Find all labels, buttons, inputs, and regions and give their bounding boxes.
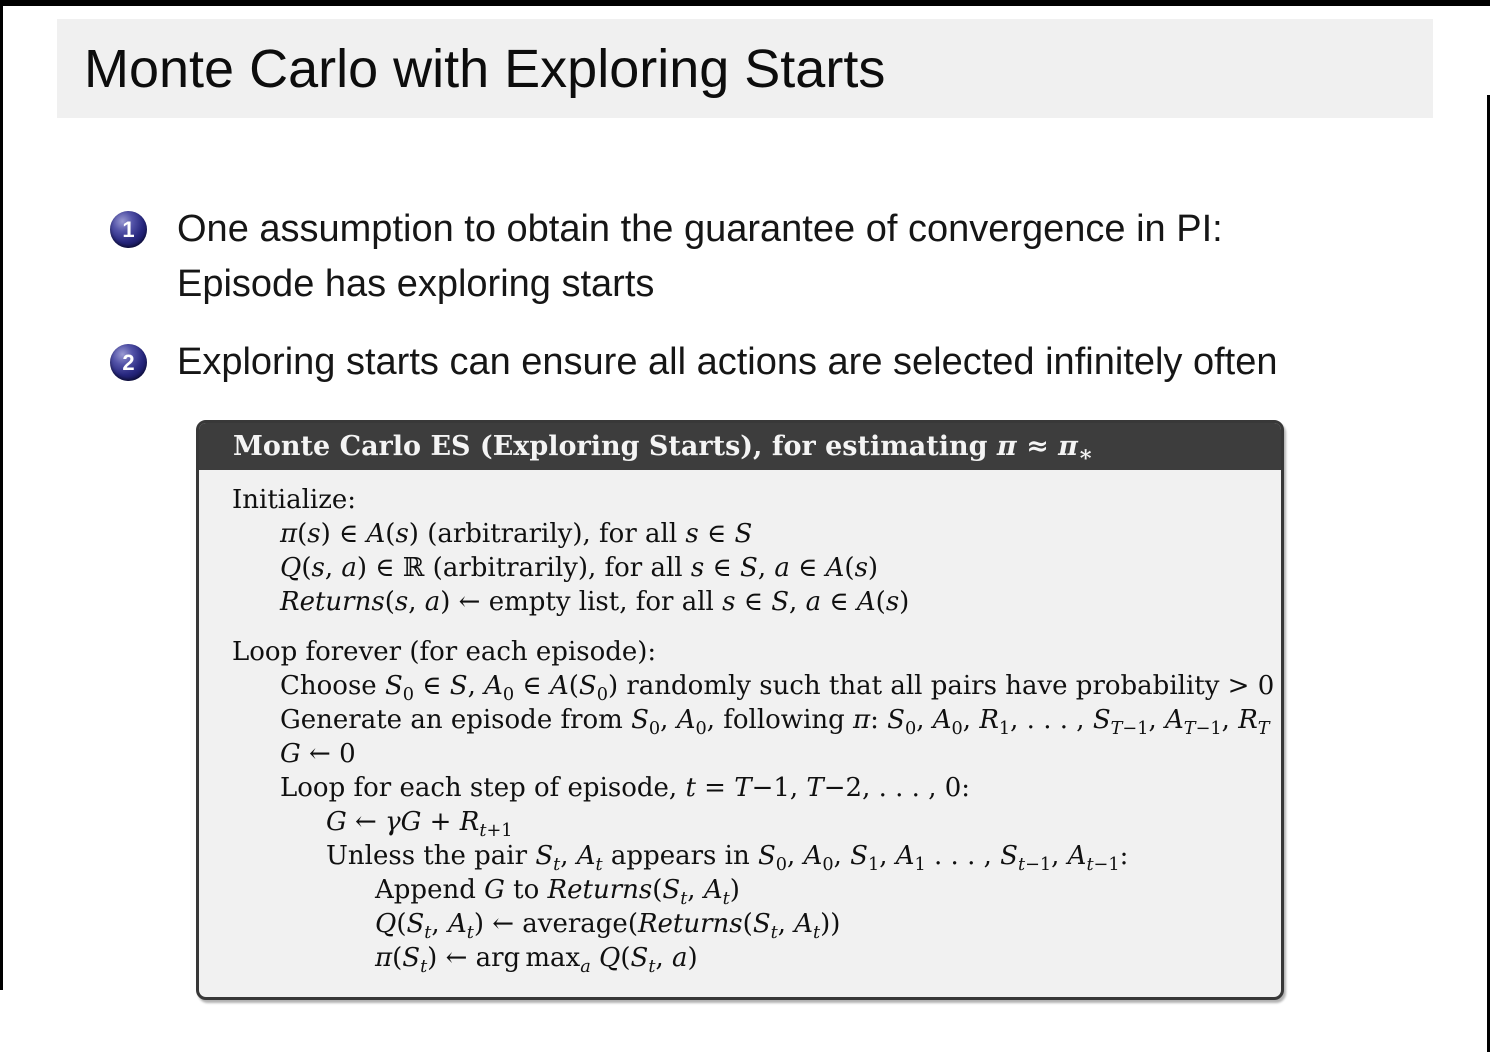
bullet-number-ball: 2 <box>110 344 147 381</box>
bullet-list <box>110 202 1410 413</box>
slide-border-top <box>0 0 1490 6</box>
algorithm-line: Append G to $Returns(S_t$, $A_t$) <box>375 875 740 910</box>
algorithm-line: Choose $S_0$ ∈ S, $A_0$ ∈ $A(S_0)$ randomly such that all pairs have probability > 0 <box>280 671 1275 706</box>
bullet-text: One assumption to obtain the guarantee of convergence in PI: Episode has exploring starts <box>177 208 1223 305</box>
algorithm-title: Monte Carlo ES (Exploring Starts), for estimating $\pi \approx \pi_∗$ <box>199 423 1281 470</box>
algorithm-line: Initialize: <box>232 485 357 515</box>
algorithm-line: $Q(S_t$, $A_t$) ← $average(Returns(S_t$, $A_t$)) <box>375 909 841 944</box>
algorithm-line: Loop for each step of episode, t = T−1, T−2, . . . , 0: <box>280 773 971 803</box>
algorithm-body <box>199 470 1281 978</box>
algorithm-line: Returns(s, a) ← empty list, for all s ∈ S, a ∈ A(s) <box>280 587 910 617</box>
algorithm-line: G ← $\gamma G + R_{t+1}$ <box>326 807 513 842</box>
title-banner <box>57 19 1433 118</box>
algorithm-line: π(s) ∈ A(s) (arbitrarily), for all s ∈ S <box>280 519 753 549</box>
bullet-item <box>110 335 1410 390</box>
algorithm-line: Loop forever (for each episode): <box>232 637 657 667</box>
slide-border-left <box>0 0 3 990</box>
bullet-item <box>110 202 1410 312</box>
algorithm-line: Q(s, a) ∈ ℝ (arbitrarily), for all s ∈ S, a ∈ A(s) <box>280 553 879 583</box>
algorithm-line: Unless the pair $S_t$, $A_t$ appears in $S_0$, $A_0$, $S_1$, $A_1$ . . . , $S_{t-1}$, $A_{t-1}$: <box>326 841 1129 876</box>
algorithm-line: Generate an episode from $S_0$, $A_0$, following π: $S_0$, $A_0$, $R_1$, . . . , $S_{T-1}$, $A_{T-1}$, $R_T$ <box>280 705 1270 740</box>
bullet-number-ball: 1 <box>110 211 147 248</box>
algorithm-line: $\pi(S_t)$ ← arg $\max_a Q(S_t$, a) <box>375 943 698 978</box>
slide-title: Monte Carlo with Exploring Starts <box>84 38 886 99</box>
bullet-text: Exploring starts can ensure all actions are selected infinitely often <box>177 341 1278 383</box>
algorithm-box <box>196 420 1284 1000</box>
algorithm-line: G ← 0 <box>280 739 356 769</box>
